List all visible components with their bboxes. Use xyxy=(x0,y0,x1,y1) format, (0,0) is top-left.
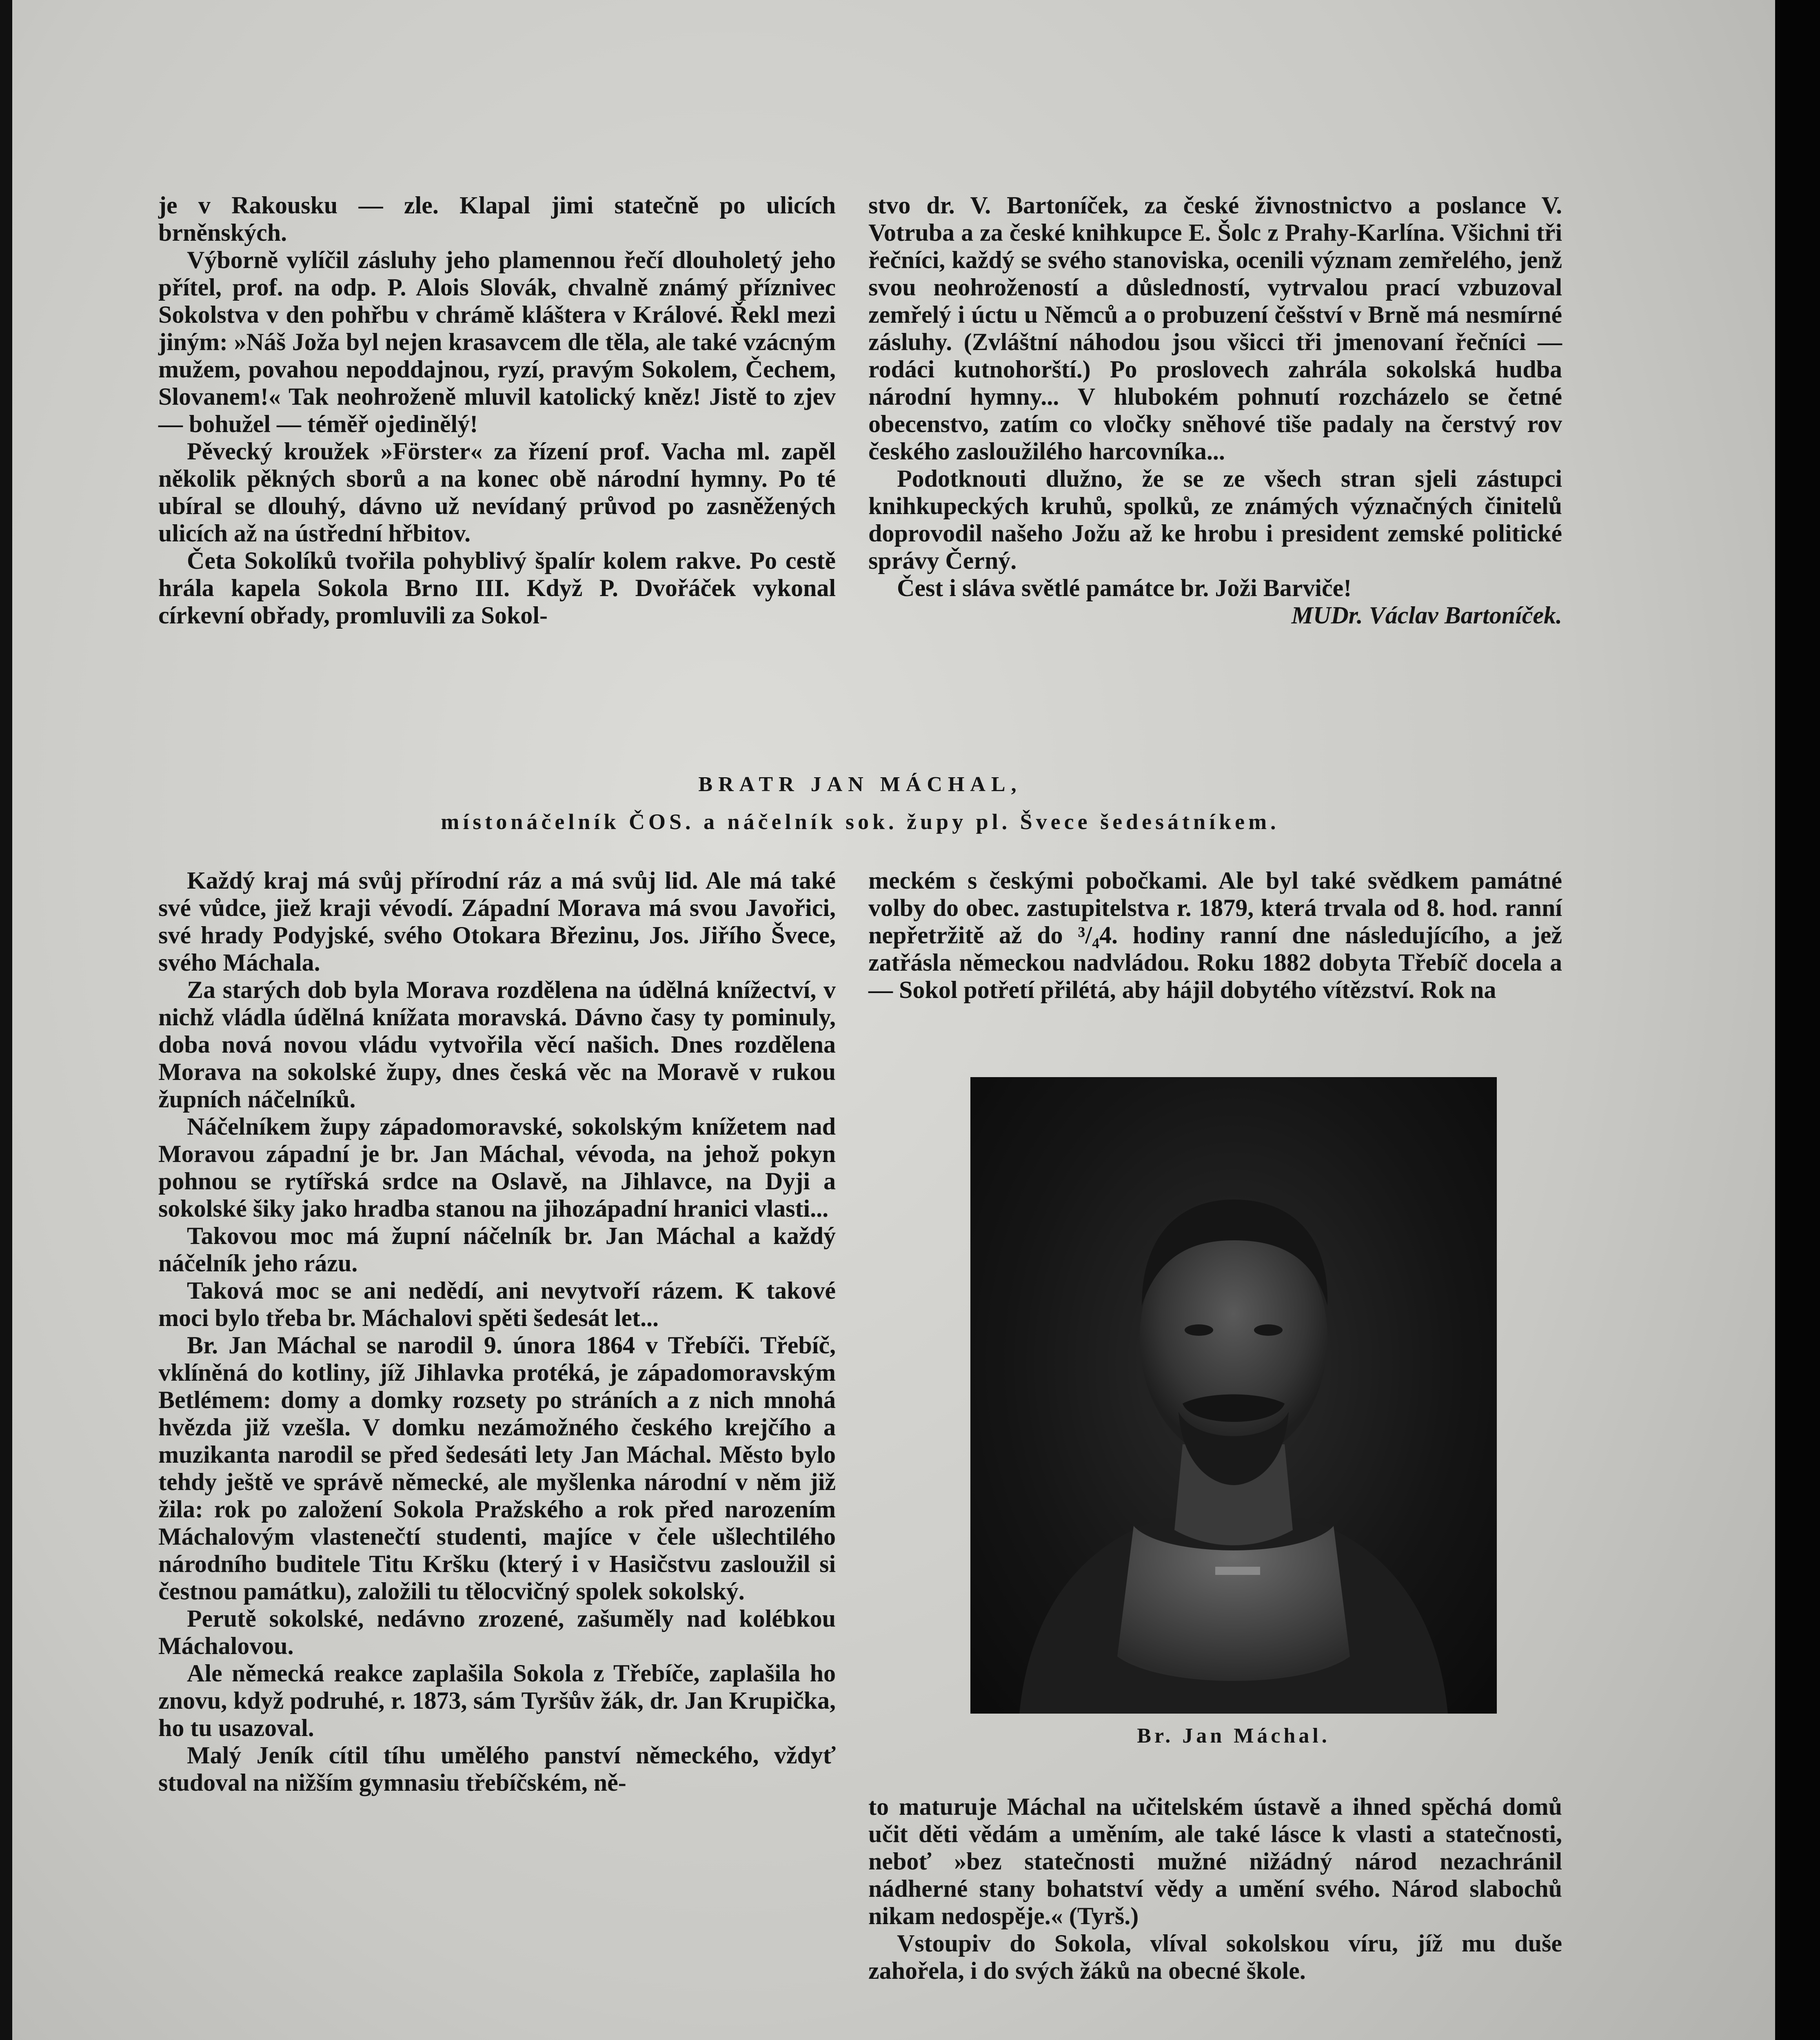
top-article-right-column xyxy=(868,192,1562,629)
article-title: BRATR JAN MÁCHAL, xyxy=(698,773,1022,796)
paragraph: to maturuje Máchal na učitelském ústavě a ihned spěchá domů učit děti vědám a uměním, ale také lásce k vlasti a statečnosti, neboť »bez statečnosti mužné nižádný národ nezachránil nádherné stany bohatství vědy a umění svého. Národ slabochů nikam nedospěje.« (Tyrš.) xyxy=(868,1793,1562,1929)
portrait-illustration xyxy=(970,1077,1497,1714)
paragraph: je v Rakousku — zle. Klapal jimi statečně po ulicích brněnských. xyxy=(158,192,836,246)
paragraph: Malý Jeník cítil tíhu umělého panství německého, vždyť studoval na nižším gymnasiu třebíčském, ně- xyxy=(158,1742,836,1796)
scan-edge-left xyxy=(0,0,12,2040)
portrait-photo xyxy=(970,1077,1497,1714)
paragraph: stvo dr. V. Bartoníček, za české živnostnictvo a poslance V. Votruba a za české knihkupce E. Šolc z Prahy-Karlína. Všichni tři řečníci, každý se svého stanoviska, ocenili význam zemřelého, jenž svou neohrožeností a důsledností, vytrvalou prací vzbuzoval zemřelý i úctu u Němců a o probuzení češství v Brně má nesmírné zásluhy. (Zvláštní náhodou jsou všicci tři jmenovaní řečníci — rodáci kutnohorští.) Po proslovech zahrála sokolská hudba národní hymny... V hlubokém pohnutí rozcházelo se četné obecenstvo, zatím co vločky sněhové tiše padaly na čerstvý rov českého zasloužilého harcovníka... xyxy=(868,192,1562,465)
paragraph: Každý kraj má svůj přírodní ráz a má svůj lid. Ale má také své vůdce, jiež kraji vévodí. Západní Morava má svou Javořici, své hrady Podyjské, svého Otokara Březinu, Jos. Jiřího Švece, svého Máchala. xyxy=(158,867,836,976)
paragraph: meckém s českými pobočkami. Ale byl také svědkem památné volby do obec. zastupitelstva r. 1879, která trvala od 8. hod. ranní nepřetržitě až do ³/₄4. hodiny ranní dne následujícího, a jež zatřásla německou nadvládou. Roku 1882 dobyta Třebíč docela a — Sokol potřetí přilétá, aby hájil dobytého vítězství. Rok na xyxy=(868,867,1562,1003)
paragraph: Takovou moc má župní náčelník br. Jan Máchal a každý náčelník jeho rázu. xyxy=(158,1222,836,1277)
paragraph: Taková moc se ani nedědí, ani nevytvoří rázem. K takové moci bylo třeba br. Máchalovi spěti šedesát let... xyxy=(158,1277,836,1331)
paragraph: Vstoupiv do Sokola, vlíval sokolskou víru, jíž mu duše zahořela, i do svých žáků na obecné škole. xyxy=(868,1930,1562,1984)
paragraph: Br. Jan Máchal se narodil 9. února 1864 v Třebíči. Třebíč, vklíněná do kotliny, jíž Jihlavka protéká, je západomoravským Betlémem: domy a domky rozsety po stráních a z nich mnohá hvězda již vzešla. V domku nezámožného českého krejčího a muzikanta narodil se před šedesáti lety Jan Máchal. Město bylo tehdy ještě ve správě německé, ale myšlenka národní v něm již žila: rok po založení Sokola Pražského a rok před narozením Máchalovým vlastenečtí studenti, majíce v čele ušlechtilého národního buditele Titu Kršku (který i v Hasičstvu zasloužil si čestnou památku), založili tu tělocvičný spolek sokolský. xyxy=(158,1332,836,1605)
paragraph: Četa Sokolíků tvořila pohyblivý špalír kolem rakve. Po cestě hrála kapela Sokola Brno III. Když P. Dvořáček vykonal církevní obřady, promluvili za Sokol- xyxy=(158,547,836,629)
paragraph: Výborně vylíčil zásluhy jeho plamennou řečí dlouholetý jeho přítel, prof. na odp. P. Alois Slovák, chvalně známý příznivec Sokolstva v den pohřbu v chrámě kláštera v Králové. Řekl mezi jiným: »Náš Joža byl nejen krasavcem dle těla, ale také vzácným mužem, povahou nepoddajnou, ryzí, pravým Sokolem, Čechem, Slovanem!« Tak neohroženě mluvil katolický kněz! Jistě to zjev — bohužel — téměř ojedinělý! xyxy=(158,246,836,437)
paragraph: Podotknouti dlužno, že se ze všech stran sjeli zástupci knihkupeckých kruhů, spolků, ze známých význačných činitelů doprovodil našeho Jožu až ke hrobu i president zemské politické správy Černý. xyxy=(868,465,1562,574)
author-signature: MUDr. Václav Bartoníček. xyxy=(1291,602,1562,629)
paragraph: Pěvecký kroužek »Förster« za řízení prof. Vacha ml. zapěl několik pěkných sborů a na konec obě národní hymny. Po té ubíral se dlouhý, dávno už nevídaný průvod po zasněžených ulicích až na ústřední hřbitov. xyxy=(158,438,836,547)
article-right-column-top xyxy=(868,867,1562,1004)
paragraph: Náčelníkem župy západomoravské, sokolským knížetem nad Moravou západní je br. Jan Máchal, vévoda, na jehož pokyn pohnou se rytířská srdce na Oslavě, na Jihlavce, na Dyji a sokolské šiky jako hradba stanou na jihozápadní hranici vlasti... xyxy=(158,1113,836,1222)
article-left-column xyxy=(158,867,836,1796)
scan-edge-right xyxy=(1775,0,1820,2040)
paragraph: Čest i sláva světlé památce br. Joži Barviče! xyxy=(897,574,1352,601)
top-article-left-column xyxy=(158,192,836,629)
photo-caption: Br. Jan Máchal. xyxy=(1137,1724,1330,1747)
paragraph: Perutě sokolské, nedávno zrozené, zašuměly nad kolébkou Máchalovou. xyxy=(158,1605,836,1659)
paragraph: Za starých dob byla Morava rozdělena na údělná knížectví, v nichž vládla údělná knížata moravská. Dávno časy ty pominuly, doba nová novou vládu vytvořila věcí našich. Dnes rozdělena Morava na sokolské župy, dnes česká věc na Moravě v rukou župních náčelníků. xyxy=(158,976,836,1113)
paragraph: Ale německá reakce zaplašila Sokola z Třebíče, zaplašila ho znovu, když podruhé, r. 1873, sám Tyršův žák, dr. Jan Krupička, ho tu usazoval. xyxy=(158,1660,836,1741)
article-subtitle: místonáčelník ČOS. a náčelník sok. župy pl. Švece šedesátníkem. xyxy=(441,809,1280,834)
article-right-column-bottom xyxy=(868,1793,1562,1985)
